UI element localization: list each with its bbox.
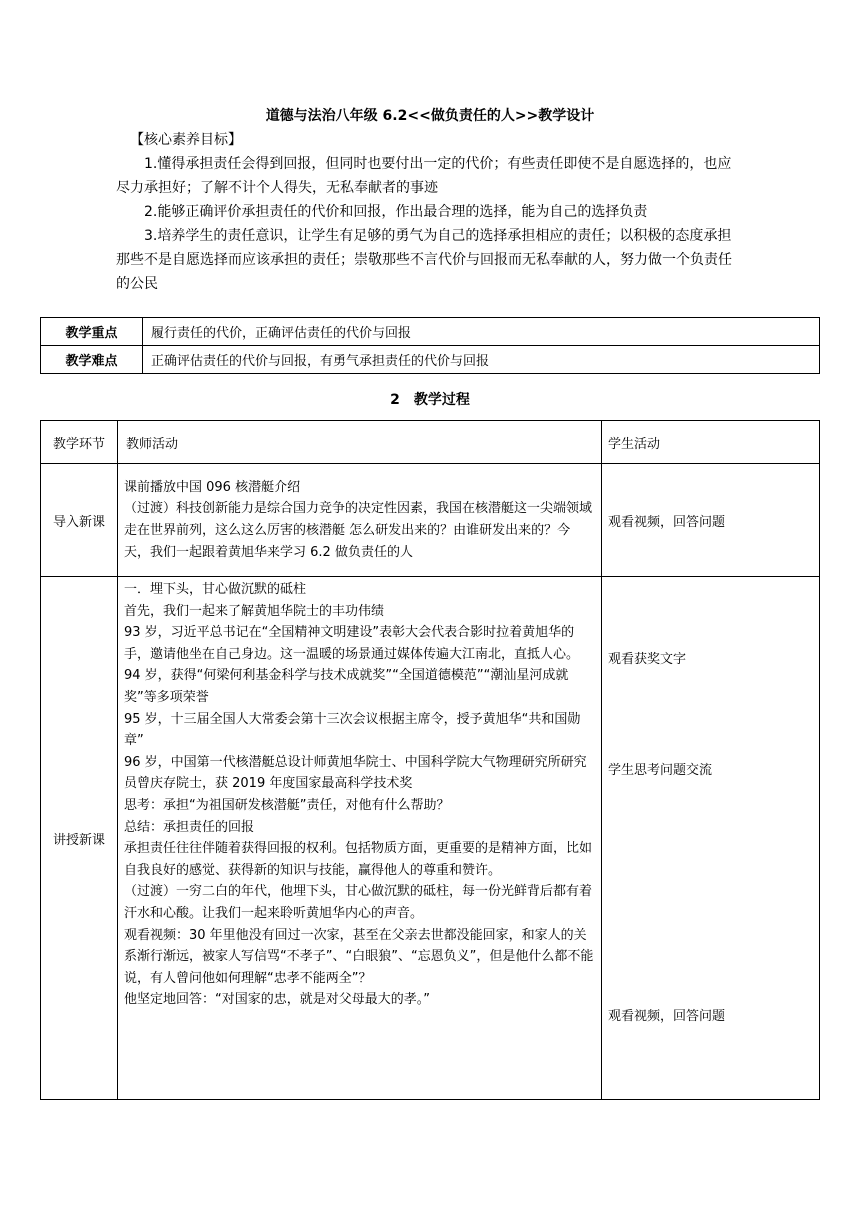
- student-activity-lecture: [602, 577, 820, 1100]
- process-table: [40, 420, 820, 1100]
- table-row: [41, 464, 820, 577]
- teacher-text: 思考：承担“为祖国研发核潜艇”责任，对他有什么帮助？: [124, 797, 450, 813]
- section-number: 2: [390, 392, 400, 408]
- teacher-text: 一．埋下头，甘心做沉默的砥柱: [124, 582, 307, 597]
- header-stage: 教学环节: [41, 421, 118, 464]
- teacher-text: 首先，我们一起来了解黄旭华院士的丰功伟绩: [124, 603, 385, 619]
- document-title: 道德与法治八年级 6.2<<做负责任的人>>教学设计: [265, 108, 595, 124]
- teacher-text: 94 岁，获得“何梁何利基金科学与技术成就奖”“全国道德模范”“潮汕星河成就奖”等多项荣誉: [124, 668, 569, 705]
- goals-heading: 【核心素养目标】: [130, 132, 242, 148]
- stage-intro: 导入新课: [41, 464, 118, 577]
- header-student: 学生活动: [602, 421, 820, 464]
- teacher-text: 观看视频：30 年里他没有回过一次家，甚至在父亲去世都没能回家，和家人的关系渐行渐远，被家人写信骂“不孝子”、“白眼狼”、“忘恩负义”，但是他什么都不能说，有人曾问他如何理解“忠孝不能两全”？: [124, 927, 594, 986]
- stage-lecture: 讲授新课: [41, 577, 118, 1100]
- teacher-activity-lecture: [118, 577, 602, 1100]
- teacher-text: 95 岁，十三届全国人大常委会第十三次会议根据主席令，授予黄旭华“共和国勋章”: [124, 711, 581, 749]
- teacher-text: 总结：承担责任的回报: [124, 819, 255, 835]
- section-title: 教学过程: [413, 392, 470, 408]
- student-activity-text: 观看视频，回答问题: [608, 1009, 726, 1024]
- process-header-row: [41, 421, 820, 464]
- key-points-table: [40, 317, 820, 374]
- teacher-text: 他坚定地回答：“对国家的忠，就是对父母最大的孝。”: [124, 992, 430, 1008]
- focus-label: 教学重点: [41, 318, 143, 346]
- section-heading: [0, 389, 860, 409]
- teacher-text: 课前播放中国 096 核潜艇介绍: [124, 479, 301, 495]
- teacher-text: 93 岁，习近平总书记在“全国精神文明建设”表彰大会代表合影时拉着黄旭华的手，邀请他坐在自己身边。这一温暖的场景通过媒体传遍大江南北，直抵人心。: [124, 625, 580, 662]
- goal-item-3: 3.培养学生的责任意识，让学生有足够的勇气为自己的选择承担相应的责任；以积极的态度承担那些不是自愿选择而应该承担的责任；崇敬那些不言代价与回报而无私奉献的人，努力做一个负责任的公民: [116, 228, 732, 292]
- goal-item-1: 1.懂得承担责任会得到回报，但同时也要付出一定的代价；有些责任即使不是自愿选择的，也应尽力承担好；了解不计个人得失，无私奉献者的事迹: [116, 156, 732, 196]
- header-teacher: 教师活动: [118, 421, 602, 464]
- difficulty-row: [41, 346, 820, 374]
- table-row: [41, 577, 820, 1100]
- focus-value: 履行责任的代价，正确评估责任的代价与回报: [143, 318, 820, 346]
- goal-item-2: 2.能够正确评价承担责任的代价和回报，作出最合理的选择，能为自己的选择负责: [144, 204, 648, 220]
- core-goals: [116, 128, 740, 296]
- teacher-text: （过渡）科技创新能力是综合国力竞争的决定性因素，我国在核潜艇这一尖端领域走在世界前列，这么这么厉害的核潜艇 怎么研发出来的？由谁研发出来的？今天，我们一起跟着黄旭华来学习 6.2 做负责任的人: [124, 501, 593, 560]
- difficulty-label: 教学难点: [41, 346, 143, 374]
- student-activity-intro: 观看视频，回答问题: [602, 464, 820, 577]
- teacher-text: （过渡）一穷二白的年代，他埋下头，甘心做沉默的砥柱，每一份光鲜背后都有着汗水和心酸。让我们一起来聆听黄旭华内心的声音。: [124, 884, 593, 921]
- teacher-activity-intro: [118, 464, 602, 577]
- student-activity-text: 观看获奖文字: [608, 652, 687, 667]
- student-activity-text: 学生思考问题交流: [608, 763, 713, 778]
- focus-row: [41, 318, 820, 346]
- teacher-text: 承担责任往往伴随着获得回报的权利。包括物质方面，更重要的是精神方面，比如自我良好的感觉、获得新的知识与技能，赢得他人的尊重和赞许。: [124, 841, 593, 878]
- difficulty-value: 正确评估责任的代价与回报，有勇气承担责任的代价与回报: [143, 346, 820, 374]
- teacher-text: 96 岁，中国第一代核潜艇总设计师黄旭华院士、中国科学院大气物理研究所研究员曾庆存院士，获 2019 年度国家最高科学技术奖: [124, 754, 587, 792]
